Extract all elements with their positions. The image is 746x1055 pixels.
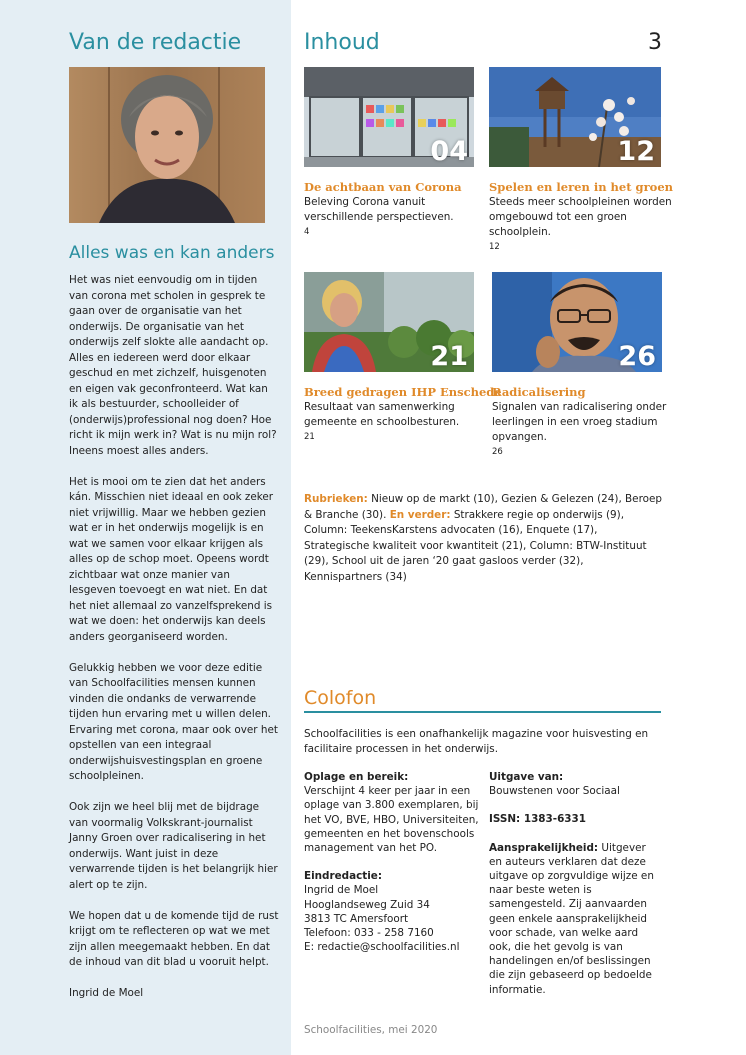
editor-portrait — [69, 67, 265, 223]
article-page: 21 — [304, 432, 315, 442]
eindredactie-block — [304, 869, 482, 954]
article-number: 21 — [430, 341, 468, 372]
article-thumbnail — [489, 67, 661, 167]
editorial-paragraph: We hopen dat u de komende tijd de rust krijgt om te reflecteren op wat we met zijn allen meegemaakt hebben. En dat de inhoud van dit blad u vooruit helpt. — [69, 909, 279, 968]
editorial-signature: Ingrid de Moel — [69, 987, 144, 999]
editorial-paragraph: Het was niet eenvoudig om in tijden van corona met scholen in gesprek te gaan over de organisatie van het onderwijs. De organisatie van het onderwijs zelf slokte alle aandacht op. Alles en iedereen werd door elkaar geschud en met zichzelf, huisgenoten en eigen vak geconfronteerd. Wat kan ik als bestuurder, schoolleider of (onderwijs)professional nog doen? Hoe richt ik mijn werk in? Wat is nu mijn rol? Ineens moest alles anders. — [69, 274, 277, 457]
page-footer: Schoolfacilities, mei 2020 — [304, 1024, 438, 1036]
colofon-column-left — [304, 770, 482, 954]
article-thumbnail — [492, 272, 662, 372]
uitgave-block — [489, 770, 661, 798]
article-page: 12 — [489, 242, 500, 252]
rubrieken-text: Nieuw op de markt (10), Gezien & Gelezen (24), Beroep & Branche (30). — [304, 493, 662, 521]
article-title[interactable]: Radicalisering — [492, 385, 586, 399]
eindredactie-address: Hooglandseweg Zuid 34 — [304, 898, 430, 911]
eindredactie-label: Eindredactie: — [304, 870, 383, 883]
eindredactie-email[interactable]: E: redactie@schoolfacilities.nl — [304, 941, 460, 954]
article-number: 04 — [430, 136, 468, 167]
article-groen[interactable] — [489, 67, 679, 252]
issn: ISSN: 1383-6331 — [489, 813, 586, 826]
editorial-subtitle: Alles was en kan anders — [69, 243, 275, 263]
article-thumbnail — [304, 67, 474, 167]
article-number: 12 — [617, 136, 655, 167]
colofon-column-right — [489, 770, 661, 997]
article-page: 4 — [304, 227, 310, 237]
oplage-block — [304, 770, 482, 855]
article-description: Resultaat van samenwerking gemeente en schoolbesturen. — [304, 401, 460, 428]
article-number: 26 — [618, 341, 656, 372]
colofon-title: Colofon — [304, 687, 377, 709]
aansprakelijkheid-text: Uitgever en auteurs verklaren dat deze uitgave op zorgvuldige wijze en naar beste weten is samengesteld. Zij aanvaarden geen enkele aansprakelijkheid voor schade, van welke aard ook, die het gevolg is van handelingen en/of beslissingen die zijn gebaseerd op bedoelde informatie. — [489, 841, 654, 996]
article-page: 26 — [492, 447, 503, 457]
colofon-divider — [304, 711, 661, 713]
editorial-body — [69, 273, 279, 1017]
contents-title: Inhoud — [304, 30, 380, 55]
editorial-paragraph: Het is mooi om te zien dat het anders kán. Misschien niet ideaal en ook zeker niet vrijwillig. Maar we hebben gezien wat er in het onderwijs mogelijk is en wat we samen voor elkaar krijgen als alles op de schop moet. Opeens wordt zichtbaar wat onze manier van lesgeven toevoegt en wat niet. En dat het niet allemaal zo vanzelfsprekend is wat we doen: het onderwijs kan deels anders georganiseerd worden. — [69, 475, 274, 643]
article-title[interactable]: Spelen en leren in het groen — [489, 180, 673, 194]
article-description: Signalen van radicalisering onder leerlingen in een vroeg stadium opvangen. — [492, 401, 667, 443]
rubrieken-label: Rubrieken: — [304, 493, 368, 505]
rubrieken-block — [304, 492, 662, 586]
aansprakelijkheid-label: Aansprakelijkheid: — [489, 841, 599, 854]
verder-label: En verder: — [389, 508, 451, 521]
uitgave-label: Uitgave van: — [489, 771, 564, 783]
article-title[interactable]: Breed gedragen IHP Enschede — [304, 385, 502, 399]
page-number: 3 — [648, 30, 662, 55]
aansprakelijkheid-block — [489, 841, 661, 997]
editorial-sidebar — [0, 0, 291, 1055]
oplage-text: Verschijnt 4 keer per jaar in een oplage van 3.800 exemplaren, bij het VO, BVE, HBO, Universiteiten, gemeenten en het bovenschools management van het PO. — [304, 785, 479, 855]
uitgave-text: Bouwstenen voor Sociaal — [489, 785, 620, 798]
verder-text: Strakkere regie op onderwijs (9), Column: TeekensKarstens advocaten (16), Enquete (17), Strategische kwaliteit voor kwantiteit (21), Column: BTW-Instituut (29), School uit de jaren ‘20 gaat gasloos verder (32), Kennispartners (34) — [304, 508, 647, 583]
article-description: Steeds meer schoolpleinen worden omgebouwd tot een groen schoolplein. — [489, 196, 672, 238]
eindredactie-phone: Telefoon: 033 - 258 7160 — [304, 927, 434, 940]
article-description: Beleving Corona vanuit verschillende perspectieven. — [304, 196, 454, 223]
editorial-paragraph: Gelukkig hebben we voor deze editie van Schoolfacilities mensen kunnen vinden die ondanks de verwarrende tijden hun ervaring met u willen delen. Ervaring met corona, maar ook over het opstellen van een integraal onderwijshuisvestingsplan en groene schoolpleinen. — [69, 661, 278, 782]
oplage-label: Oplage en bereik: — [304, 771, 409, 783]
eindredactie-city: 3813 TC Amersfoort — [304, 912, 409, 925]
article-title[interactable]: De achtbaan van Corona — [304, 180, 462, 194]
article-corona[interactable] — [304, 67, 494, 237]
article-ihp[interactable] — [304, 272, 502, 442]
editorial-title: Van de redactie — [69, 30, 242, 55]
editorial-paragraph: Ook zijn we heel blij met de bijdrage van voormalig Volkskrant-journalist Janny Groen over radicalisering in het onderwijs. Want juist in deze verwarrende tijden is het belangrijk hier alert op te zijn. — [69, 801, 278, 891]
article-thumbnail — [304, 272, 474, 372]
article-radicalisering[interactable] — [492, 272, 682, 457]
eindredactie-name: Ingrid de Moel — [304, 884, 379, 897]
colofon-intro: Schoolfacilities is een onafhankelijk magazine voor huisvesting en facilitaire processen in het onderwijs. — [304, 728, 649, 755]
